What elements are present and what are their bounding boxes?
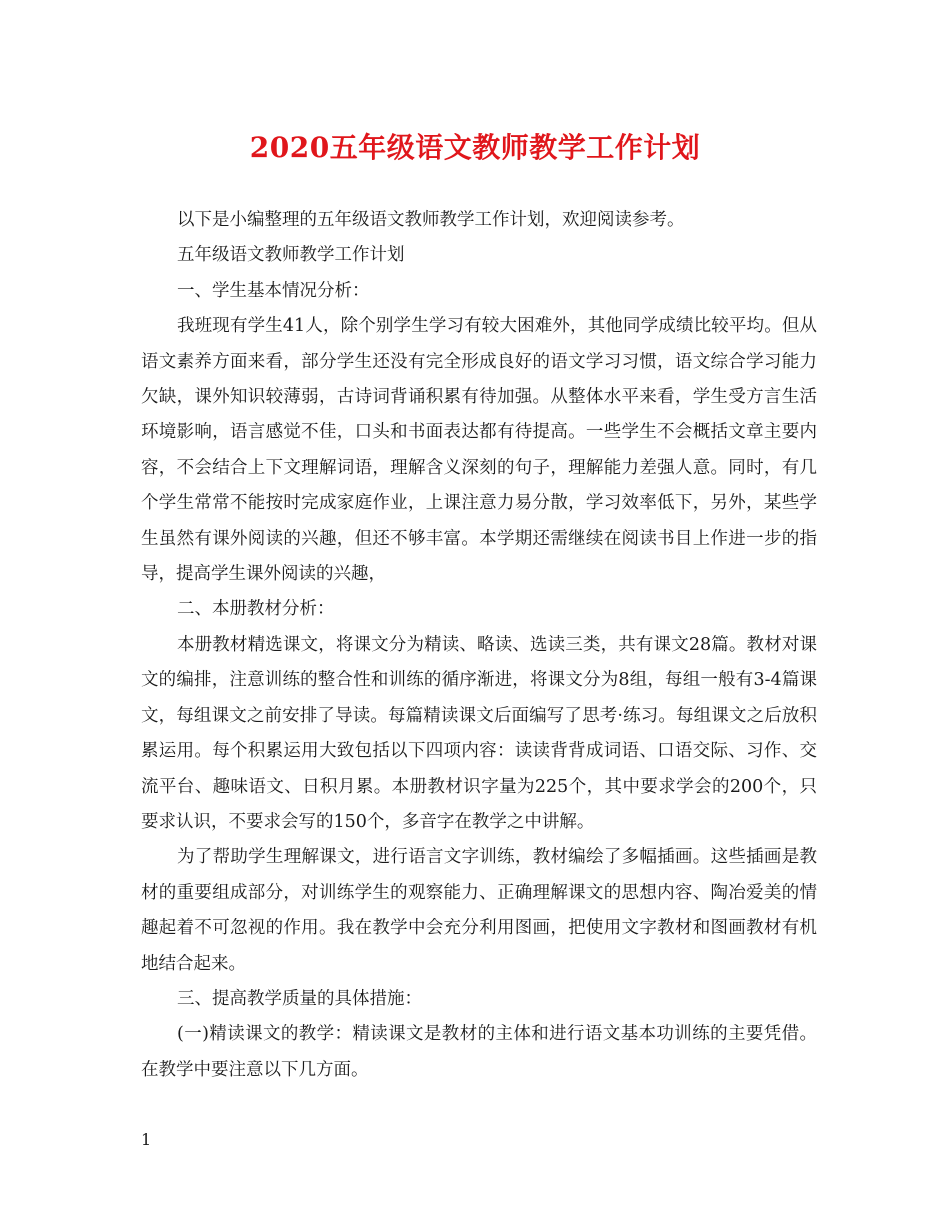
section-3-paragraph-1: (一)精读课文的教学：精读课文是教材的主体和进行语文基本功训练的主要凭借。在教学中要注意以下几方面。	[141, 1024, 817, 1080]
subtitle-paragraph: 五年级语文教师教学工作计划	[177, 245, 405, 266]
section-1-paragraph: 我班现有学生41人，除个别学生学习有较大困难外，其他同学成绩比较平均。但从语文素养方面来看，部分学生还没有完全形成良好的语文学习习惯，语文综合学习能力欠缺，课外知识较薄弱，古诗词背诵积累有待加强。从整体水平来看，学生受方言生活环境影响，语言感觉不佳，口头和书面表达都有待提高。一些学生不会概括文章主要内容，不会结合上下文理解词语，理解含义深刻的句子，理解能力差强人意。同时，有几个学生常常不能按时完成家庭作业，上课注意力易分散，学习效率低下，另外，某些学生虽然有课外阅读的兴趣，但还不够丰富。本学期还需继续在阅读书目上作进一步的指导，提高学生课外阅读的兴趣，	[141, 316, 817, 585]
section-2-paragraph-1: 本册教材精选课文，将课文分为精读、略读、选读三类，共有课文28篇。教材对课文的编排，注意训练的整合性和训练的循序渐进，将课文分为8组，每组一般有3-4篇课文，每组课文之前安排了导读。每篇精读课文后面编写了思考·练习。每组课文之后放积累运用。每个积累运用大致包括以下四项内容：读读背背成词语、口语交际、习作、交流平台、趣味语文、日积月累。本册教材识字量为225个，其中要求学会的200个，只要求认识，不要求会写的150个，多音字在教学之中讲解。	[141, 634, 817, 832]
section-heading-3: 三、提高教学质量的具体措施：	[177, 988, 422, 1009]
section-2-paragraph-2: 为了帮助学生理解课文，进行语言文字训练，教材编绘了多幅插画。这些插画是教材的重要组成部分，对训练学生的观察能力、正确理解课文的思想内容、陶冶爱美的情趣起着不可忽视的作用。我在教学中会充分利用图画，把使用文字教材和图画教材有机地结合起来。	[141, 847, 817, 974]
document-body	[141, 203, 817, 1088]
document-title: 2020五年级语文教师教学工作计划	[249, 131, 701, 164]
intro-paragraph: 以下是小编整理的五年级语文教师教学工作计划，欢迎阅读参考。	[177, 210, 685, 230]
section-heading-1: 一、学生基本情况分析：	[177, 280, 370, 301]
section-heading-2: 二、本册教材分析：	[177, 599, 335, 620]
page-number: 1	[141, 1130, 152, 1149]
